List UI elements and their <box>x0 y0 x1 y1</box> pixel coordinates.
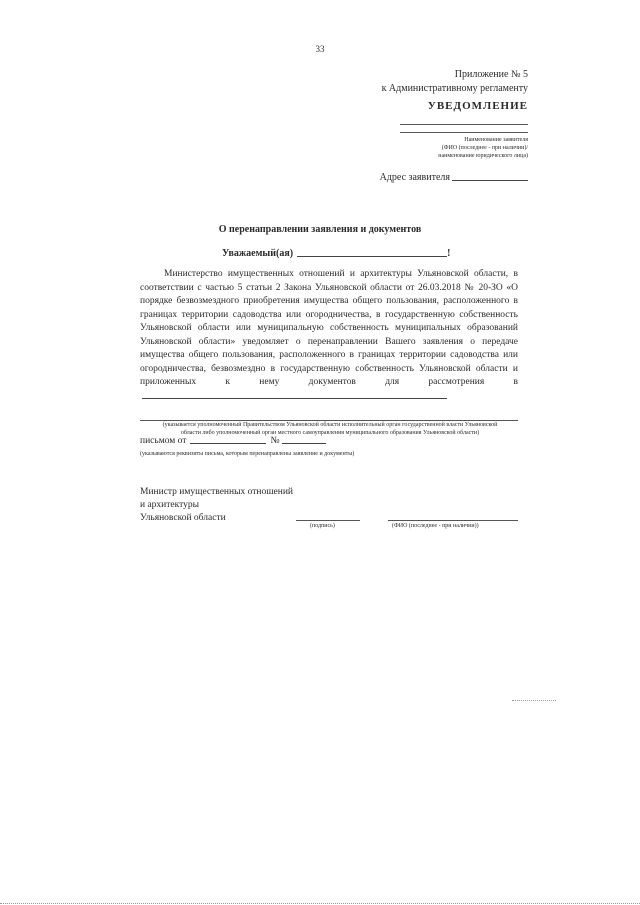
salutation-label: Уважаемый(ая) <box>222 248 294 259</box>
page-number: 33 <box>315 44 325 54</box>
name-caption: (ФИО (последнее - при наличии)) <box>392 523 479 529</box>
address-blank <box>452 180 528 181</box>
body-text: Министерство имущественных отношений и архитектуры Ульяновской области, в соответствии с частью 5 статьи 2 Закона Ульяновской области от 26.03.2018 № 20-ЗО «О порядке безвозмездного приобретения имущества общего пользования, расположенного в границах территории садоводства или огородничества, в государственную собственность Ульяновской области или муниципальную собственность муниципальных образований Ульяновской области» уведомляет о перенаправлении Вашего заявления о передаче имущества общего пользования, расположенного в границах территории садоводства или огородничества, безвозмездно в государственную собственность Ульяновской области и приложенных к нему документов для рассмотрения в <box>140 269 518 387</box>
applicant-address <box>380 172 528 183</box>
letter-date-blank <box>190 443 266 444</box>
applicant-name-line-2 <box>400 132 528 133</box>
applicant-caption-3: наименование юридического лица) <box>438 153 528 159</box>
body-paragraph <box>140 268 518 403</box>
applicant-caption <box>438 136 528 160</box>
applicant-caption-1: Наименование заявителя <box>464 137 528 143</box>
scan-mark <box>512 700 556 701</box>
review-note-1: (указывается уполномоченный Правительством Ульяновской области исполнительный орган государственной власти Ульяновской <box>162 422 498 428</box>
review-note-2: области либо уполномоченный орган местного самоуправления муниципального образования Ульяновской области) <box>180 430 480 436</box>
letter-number-blank <box>282 443 326 444</box>
document-title: УВЕДОМЛЕНИЕ <box>427 100 528 112</box>
signature-line <box>296 520 360 521</box>
salutation-end: ! <box>447 248 451 259</box>
scan-edge <box>0 903 640 904</box>
subject-line: О перенаправлении заявления и документов <box>218 224 422 235</box>
letter-reference <box>140 436 326 446</box>
minister-line-2: и архитектуры <box>140 500 200 510</box>
salutation <box>222 248 450 259</box>
minister-title <box>140 486 293 525</box>
review-authority-blank <box>142 398 447 399</box>
letter-number-sign: № <box>270 436 280 446</box>
signature-caption: (подпись) <box>310 523 335 529</box>
letter-note: (указываются реквизиты письма, которым перенаправлены заявление и документы) <box>140 451 355 457</box>
applicant-caption-2: (ФИО (последнее - при наличии)/ <box>441 145 528 151</box>
letter-prefix: письмом от <box>140 436 187 446</box>
applicant-name-line <box>400 124 528 125</box>
minister-line-1: Министр имущественных отношений <box>140 487 294 497</box>
review-note <box>140 421 520 437</box>
salutation-blank <box>297 256 447 257</box>
address-label: Адрес заявителя <box>379 172 450 183</box>
minister-line-3: Ульяновской области <box>140 513 226 523</box>
appendix-line-1: Приложение № 5 <box>454 69 528 80</box>
appendix-line-2: к Административному регламенту <box>381 83 528 94</box>
name-line <box>388 520 518 521</box>
appendix-header <box>382 68 528 96</box>
